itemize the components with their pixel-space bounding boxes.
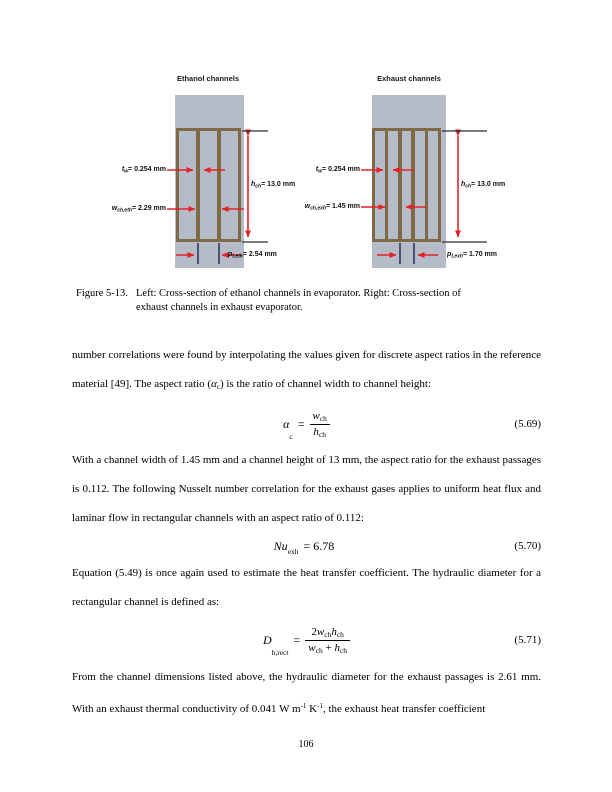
figure-caption-line1: Left: Cross-section of ethanol channels in evaporator. Right: Cross-section of — [136, 288, 461, 299]
dim-label-wall-thickness-left: $t_w= 0.254$ mm — [121, 166, 166, 175]
paragraph-hydraulic-diameter: Equation (5.49) is once again used to estimate the heat transfer coefficient. The hydraulic diameter for a rectangular channel is defined as: — [72, 567, 541, 608]
equation-5-71: D h,rect = $\frac{\text{2wchhch}}{\text{wch + hch}}$ (5.71) — [262, 625, 541, 657]
equation-number-5-71: (5.71) — [514, 634, 541, 646]
dim-label-wall-thickness-right: $t_w= 0.254$ mm — [315, 166, 360, 175]
dim-label-pitch-right: $p_{t,exh}= 1.70$ mm — [447, 251, 498, 260]
left-dimension-graphics — [167, 131, 268, 264]
body-text — [72, 341, 541, 724]
right-dimension-graphics — [361, 131, 487, 264]
dim-label-channel-height-left: $h_{ch}= 13.0$ mm — [251, 181, 296, 190]
dimension-arrows-layer — [0, 0, 612, 300]
equation-5-70: Nu exh = 6.78 (5.70) — [273, 538, 541, 556]
paragraph-nusselt: With a channel width of 1.45 mm and a channel height of 13 mm, the aspect ratio for the exhaust passages is 0.112. The following Nusselt number correlation for the exhaust gases applies to uniform heat flux and laminar flow in rectangular channels with an aspect ratio of 0.112: — [72, 454, 541, 524]
equation-number-5-69: (5.69) — [514, 418, 541, 430]
equation-number-5-70: (5.70) — [514, 540, 541, 552]
paragraph-conclusion: From the channel dimensions listed above, the hydraulic diameter for the exhaust passages is 2.61 mm. With an exhaust thermal conductivity of 0.041 W $m^{-1}$ $K^{-1}$, the exhaust heat transfer coefficient — [72, 671, 541, 715]
figure-caption-line2: exhaust channels in exhaust evaporator. — [136, 302, 303, 313]
exhaust-channels-title: Exhaust channels — [377, 74, 441, 83]
page-number: 106 — [298, 739, 314, 750]
figure-caption — [76, 287, 461, 315]
equation-5-69: α c = $\frac{\text{wch}}{\text{hch}}$ (5.69) — [283, 409, 541, 441]
dim-label-pitch-left: $p_{t,eth}= 2.54$ mm — [228, 251, 277, 260]
dim-label-channel-width-right: $w_{ch,exh}= 1.45$ mm — [304, 203, 360, 212]
figure-caption-label: Figure 5-13. — [76, 288, 128, 299]
dim-label-channel-width-left: $w_{ch,eth}= 2.29$ mm — [111, 205, 166, 214]
ethanol-channels-title: Ethanol channels — [176, 74, 240, 83]
dim-label-channel-height-right: $h_{ch}= 13.0$ mm — [461, 181, 506, 190]
paragraph-aspect-ratio: number correlations were found by interpolating the values given for discrete aspect ratios in the reference material [49]. The aspect ratio $(\alpha_c)$ is the ratio of channel width to channel height: — [72, 349, 541, 391]
